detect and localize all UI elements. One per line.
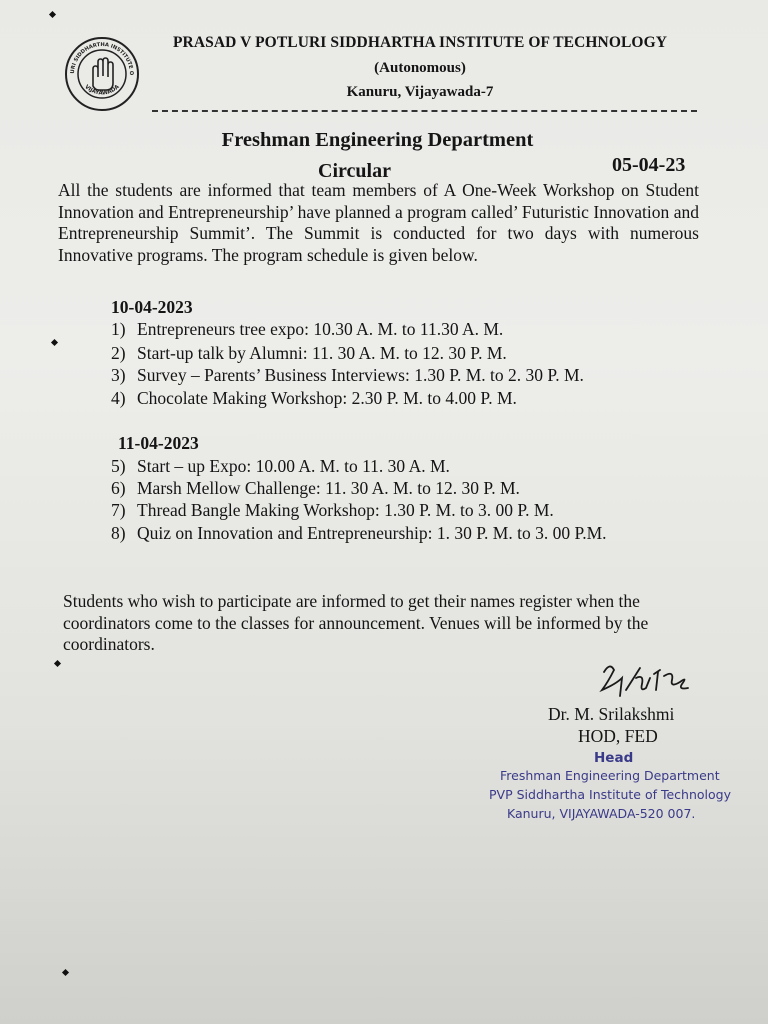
item-text: Start-up talk by Alumni: 11. 30 A. M. to 12. 30 P. M. (137, 343, 507, 363)
list-item (111, 364, 584, 386)
institute-location: Kanuru, Vijayawada-7 (346, 84, 494, 100)
circular-label: Circular (318, 160, 391, 182)
signatory-name: Dr. M. Srilakshmi (548, 704, 675, 724)
paper-mark (51, 339, 58, 346)
item-number: 7) (111, 500, 126, 520)
item-text: Survey – Parents’ Business Interviews: 1.30 P. M. to 2. 30 P. M. (137, 365, 584, 385)
item-text: Entrepreneurs tree expo: 10.30 A. M. to 11.30 A. M. (137, 319, 504, 339)
header-divider (152, 110, 697, 112)
circular-date: 05-04-23 (612, 154, 686, 176)
signatory-role: HOD, FED (578, 726, 658, 746)
item-number: 1) (111, 319, 126, 339)
stamp-institute: PVP Siddhartha Institute of Technology (489, 787, 731, 802)
department-title: Freshman Engineering Department (221, 129, 534, 151)
item-number: 2) (111, 343, 126, 363)
item-text: Start – up Expo: 10.00 A. M. to 11. 30 A. M. (137, 456, 450, 476)
institute-name: PRASAD V POTLURI SIDDHARTHA INSTITUTE OF TECHNOLOGY (172, 34, 668, 51)
list-item (111, 318, 503, 340)
intro-paragraph: All the students are informed that team members of A One-Week Workshop on Student Innovation and Entrepreneurship’ have planned a program called’ Futuristic Innovation and Entrepreneurship Summit’. The Summit is conducted for two days with numerous Innovative programs. The program schedule is given below. (58, 180, 699, 265)
item-text: Chocolate Making Workshop: 2.30 P. M. to 4.00 P. M. (137, 388, 517, 408)
stamp-head: Head (594, 750, 634, 766)
list-item (111, 499, 554, 521)
stamp-department: Freshman Engineering Department (500, 768, 720, 783)
paper-mark (49, 11, 56, 18)
list-item (111, 522, 607, 544)
item-number: 4) (111, 388, 126, 408)
item-number: 6) (111, 478, 126, 498)
institute-logo (64, 36, 140, 112)
paper-mark (62, 969, 69, 976)
schedule-day-date: 11-04-2023 (118, 433, 199, 453)
list-item (111, 387, 517, 409)
stamp-address: Kanuru, VIJAYAWADA-520 007. (507, 806, 696, 821)
list-item (111, 342, 507, 364)
item-text: Thread Bangle Making Workshop: 1.30 P. M. to 3. 00 P. M. (137, 500, 554, 520)
paper-mark (54, 660, 61, 667)
list-item (111, 455, 450, 477)
item-text: Marsh Mellow Challenge: 11. 30 A. M. to 12. 30 P. M. (137, 478, 520, 498)
list-item (111, 477, 520, 499)
item-text: Quiz on Innovation and Entrepreneurship: 1. 30 P. M. to 3. 00 P.M. (137, 523, 607, 543)
autonomous-label: (Autonomous) (374, 60, 466, 76)
registration-notice: Students who wish to participate are informed to get their names register when the coordinators come to the classes for announcement. Venues will be informed by the coordinators. (63, 591, 649, 655)
logo-ring-bottom-text: VIJAYAWADA (83, 84, 121, 97)
handwritten-signature (596, 660, 696, 706)
item-number: 8) (111, 523, 126, 543)
logo-ring-text: URI SIDDHARTHA INSTITUTE O (69, 41, 135, 76)
svg-text:PRASAD V POTLURI SIDDHARTHA IN (64, 36, 134, 76)
item-number: 3) (111, 365, 126, 385)
schedule-day-date: 10-04-2023 (111, 297, 193, 317)
item-number: 5) (111, 456, 126, 476)
